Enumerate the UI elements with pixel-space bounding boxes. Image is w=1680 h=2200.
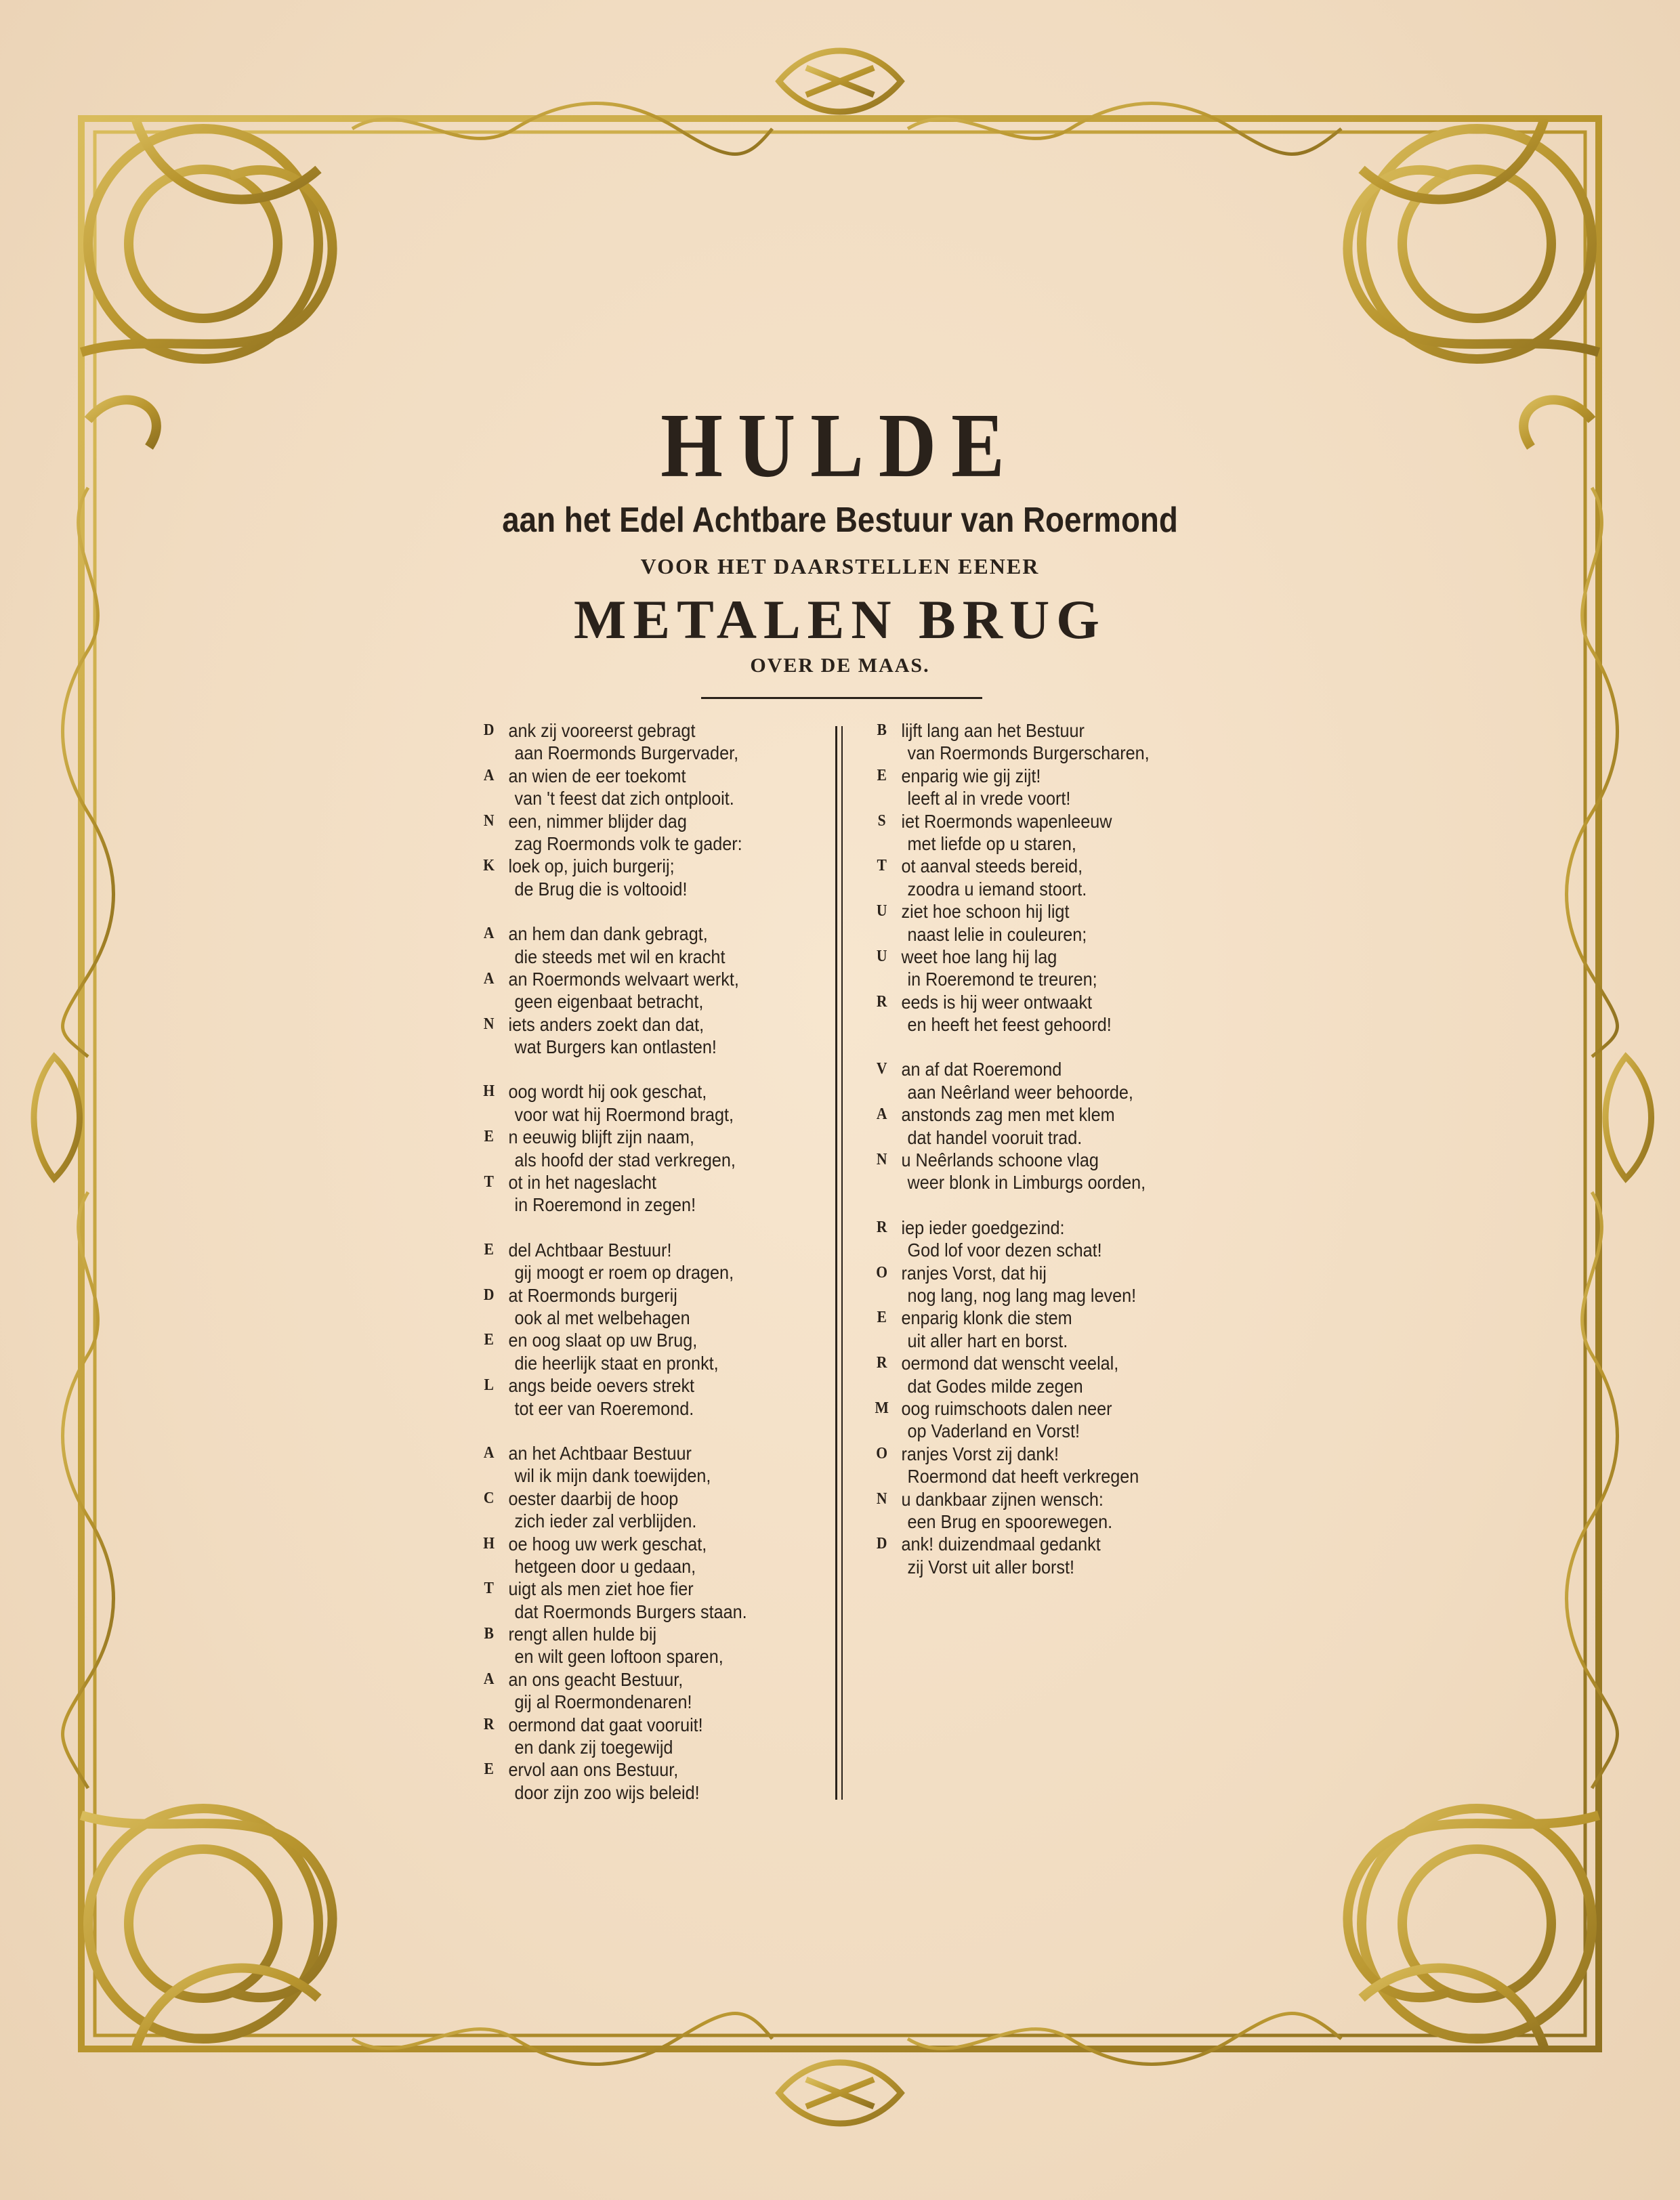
poem-line (481, 832, 798, 855)
acrostic-initial: E (484, 1240, 494, 1258)
poem-line-text: ot in het nageslacht (508, 1172, 657, 1193)
poem-line-text: tot eer van Roeremond. (514, 1397, 694, 1419)
poem-line-text: oog ruimschoots dalen neer (901, 1397, 1112, 1419)
poem-line-text: ook al met welbehagen (514, 1307, 690, 1328)
poem-line-text: en heeft het feest gehoord! (907, 1014, 1112, 1036)
poem-line (481, 1307, 798, 1329)
poem-line-text: oester daarbij de hoop (508, 1487, 679, 1509)
poem-line-text: wil ik mijn dank toewijden, (514, 1465, 711, 1487)
poem-line (874, 787, 1215, 809)
poem-line (481, 1510, 798, 1532)
acrostic-initial: U (876, 902, 887, 921)
poem-line-text: an het Achtbaar Bestuur (508, 1442, 692, 1464)
poem-line-text: aan Neêrland weer behoorde, (907, 1081, 1133, 1103)
poem-line-text: als hoofd der stad verkregen, (514, 1149, 736, 1170)
poem-line-text: enparig klonk die stem (901, 1307, 1072, 1329)
poem-line-text: weet hoe lang hij lag (901, 946, 1057, 967)
poem-line-text: die steeds met wil en kracht (514, 946, 726, 967)
poem-line-text: eeds is hij weer ontwaakt (901, 991, 1093, 1013)
poem-line-text: an ons geacht Bestuur, (508, 1668, 684, 1690)
poem-line (481, 878, 798, 900)
poem-line-text: uit aller hart en borst. (907, 1330, 1068, 1351)
poem-line-text: ervol aan ons Bestuur, (508, 1759, 679, 1781)
poem-line (481, 1464, 798, 1487)
poem-line-text: u dankbaar zijnen wensch: (901, 1488, 1104, 1510)
poem-line-text: dat Godes milde zegen (907, 1375, 1083, 1397)
acrostic-initial: N (876, 1489, 887, 1508)
poem-line-text: iep ieder goedgezind: (901, 1217, 1065, 1238)
poem-line-text: op Vaderland en Vorst! (907, 1420, 1080, 1442)
poem-line (874, 810, 1215, 832)
acrostic-initial: M (875, 1399, 889, 1417)
poem-line (481, 1080, 798, 1103)
poem-line (481, 1487, 798, 1510)
acrostic-initial: T (484, 1173, 494, 1191)
acrostic-initial: A (483, 766, 495, 784)
poem-line (874, 900, 1215, 923)
poem-line (481, 1352, 798, 1374)
poem-line (481, 1013, 798, 1036)
poem-line (874, 1443, 1215, 1465)
poem-line-text: die heerlijk staat en pronkt, (514, 1352, 719, 1374)
poem-line-text: enparig wie gij zijt! (901, 765, 1041, 786)
poem-line-text: voor wat hij Roermond bragt, (514, 1103, 734, 1125)
poem-line (481, 1668, 798, 1691)
poem-line-text: angs beide oevers strekt (508, 1375, 695, 1397)
poem-line-text: Roermond dat heeft verkregen (907, 1466, 1139, 1487)
acrostic-initial: H (483, 1534, 495, 1552)
poem-line (874, 1556, 1215, 1578)
poem-line (874, 1284, 1215, 1307)
acrostic-initial: R (483, 1715, 495, 1733)
poem-line (481, 968, 798, 990)
acrostic-initial: E (877, 1309, 887, 1327)
poem-line-text: ziet hoe schoon hij ligt (901, 901, 1070, 923)
poem-line (481, 1284, 798, 1307)
poem-line (874, 1217, 1215, 1239)
poem-line (481, 990, 798, 1013)
poem-line (874, 1510, 1215, 1533)
poem-line (481, 1103, 798, 1126)
poem-line-text: del Achtbaar Bestuur! (508, 1239, 672, 1261)
poem-line (874, 968, 1215, 990)
poem-line (481, 1601, 798, 1623)
poem-right-column (874, 719, 1253, 1578)
poem-line-text: hetgeen door u gedaan, (514, 1555, 696, 1577)
acrostic-initial: N (483, 811, 495, 830)
poem-line (874, 1103, 1215, 1126)
acrostic-initial: R (876, 1354, 887, 1372)
poem-line-text: van Roermonds Burgerscharen, (907, 742, 1150, 764)
acrostic-initial: R (876, 992, 887, 1011)
acrostic-initial: L (484, 1376, 494, 1395)
poem-line-text: naast lelie in couleuren; (907, 923, 1087, 945)
poem-line (481, 1171, 798, 1193)
poem-line (874, 719, 1215, 742)
poem-line-text: en oog slaat op uw Brug, (508, 1330, 698, 1351)
poem-line (874, 1420, 1215, 1442)
subtitle-river: OVER DE MAAS. (750, 654, 930, 677)
acrostic-initial: E (484, 1128, 494, 1146)
poem-line (481, 1036, 798, 1058)
poem-line (874, 1375, 1215, 1397)
poem-line-text: dat Roermonds Burgers staan. (514, 1601, 747, 1622)
acrostic-initial: V (876, 1060, 887, 1078)
poem-line-text: n eeuwig blijft zijn naam, (508, 1126, 695, 1148)
poem-line (874, 1013, 1215, 1036)
poem-line-text: zag Roermonds volk te gader: (514, 832, 742, 854)
poem-line-text: oermond dat gaat vooruit! (508, 1714, 703, 1735)
poem-line (481, 1397, 798, 1420)
poem-line (481, 810, 798, 832)
poem-line-text: een, nimmer blijder dag (508, 810, 687, 832)
poem-line-text: ranjes Vorst zij dank! (901, 1443, 1059, 1464)
poem-line-text: een Brug en spoorewegen. (907, 1510, 1113, 1532)
poem-line (481, 1555, 798, 1578)
column-divider-second (841, 726, 843, 1800)
acrostic-initial: E (484, 1760, 494, 1779)
poem-line (874, 1239, 1215, 1261)
poem-line (874, 1307, 1215, 1329)
poem-line-text: in Roeremond te treuren; (907, 969, 1097, 990)
poem-line-text: ank! duizendmaal gedankt (901, 1533, 1101, 1555)
poem-line-text: iet Roermonds wapenleeuw (901, 810, 1112, 832)
poem-line-text: an hem dan dank gebragt, (508, 923, 708, 945)
acrostic-initial: E (877, 766, 887, 784)
poem-line-text: an Roermonds welvaart werkt, (508, 968, 739, 990)
poem-line-text: door zijn zoo wijs beleid! (514, 1781, 700, 1803)
poem-line (481, 923, 798, 945)
poem-line (874, 832, 1215, 855)
poem-line (481, 1781, 798, 1804)
acrostic-initial: N (876, 1151, 887, 1169)
poem-line (874, 742, 1215, 764)
acrostic-initial: R (876, 1218, 887, 1236)
poem-line (481, 1420, 798, 1442)
acrostic-initial: K (483, 857, 495, 875)
poem-line (874, 1058, 1215, 1080)
poem-line-text: gij moogt er roem op dragen, (514, 1262, 734, 1284)
poem-line (481, 1329, 798, 1351)
poem-line (481, 1239, 798, 1261)
page-title: HULDE (660, 394, 1020, 496)
poem-line-text: van 't feest dat zich ontplooit. (514, 788, 734, 809)
poem-line (481, 1714, 798, 1736)
poem-line-text: geen eigenbaat betracht, (514, 991, 704, 1013)
poem-line (481, 1578, 798, 1600)
poem-line (481, 765, 798, 787)
poem-line (481, 1217, 798, 1239)
poem-line (481, 1645, 798, 1668)
title-divider (701, 697, 982, 699)
poem-line (874, 1171, 1215, 1193)
column-divider (835, 726, 837, 1800)
poem-line-text: gij al Roermondenaren! (514, 1691, 692, 1713)
poem-line-text: en wilt geen loftoon sparen, (514, 1646, 723, 1668)
poem-line-text: aan Roermonds Burgervader, (514, 742, 739, 764)
poem-line-text: ranjes Vorst, dat hij (901, 1262, 1047, 1284)
acrostic-initial: N (483, 1015, 495, 1033)
poem-line (874, 1330, 1215, 1352)
acrostic-initial: C (483, 1489, 495, 1507)
poem-line (481, 1691, 798, 1713)
poem-line (874, 1465, 1215, 1487)
poem-line-text: rengt allen hulde bij (508, 1624, 657, 1645)
poem-line (481, 1623, 798, 1645)
poem-line (874, 1081, 1215, 1103)
poem-line-text: an wien de eer toekomt (508, 765, 686, 786)
poem-line-text: anstonds zag men met klem (901, 1104, 1115, 1126)
poem-line (874, 1036, 1215, 1058)
poem-line (481, 855, 798, 877)
poem-line-text: en dank zij toegewijd (514, 1737, 673, 1758)
poem-line (481, 719, 798, 742)
acrostic-initial: T (877, 857, 887, 875)
headline-bridge: METALEN BRUG (574, 589, 1106, 650)
poem-line-text: zij Vorst uit aller borst! (907, 1556, 1074, 1578)
poem-line (481, 1736, 798, 1758)
poem-line (874, 991, 1215, 1013)
acrostic-initial: O (876, 1444, 888, 1462)
poem-line (874, 923, 1215, 946)
poem-line-text: zoodra u iemand stoort. (907, 878, 1087, 900)
poem-line-text: met liefde op u staren, (907, 832, 1076, 854)
acrostic-initial: A (483, 1670, 495, 1688)
poem-line (874, 1533, 1215, 1555)
poem-line (481, 1374, 798, 1397)
poem-line (874, 1194, 1215, 1217)
poem-line (874, 765, 1215, 787)
acrostic-initial: A (876, 1105, 887, 1124)
poem-line-text: leeft al in vrede voort! (907, 788, 1071, 809)
poem-line-text: zich ieder zal verblijden. (514, 1510, 697, 1532)
poem-line-text: lijft lang aan het Bestuur (901, 720, 1085, 741)
poem-line (481, 1533, 798, 1555)
acrostic-initial: E (484, 1331, 494, 1349)
poem-line (481, 1126, 798, 1148)
poem-line (874, 855, 1215, 877)
poem-line (874, 1126, 1215, 1149)
poem-line (874, 1149, 1215, 1171)
subtitle-small: VOOR HET DAARSTELLEN EENER (640, 554, 1040, 578)
poem-line-text: dat handel vooruit trad. (907, 1126, 1083, 1148)
poem-line (481, 1261, 798, 1284)
poem-line (874, 1352, 1215, 1374)
poem-line-text: weer blonk in Limburgs oorden, (907, 1172, 1146, 1193)
poem-line-text: wat Burgers kan ontlasten! (514, 1036, 717, 1058)
poem-line-text: u Neêrlands schoone vlag (901, 1149, 1099, 1171)
poem-line (481, 1442, 798, 1464)
poem-line-text: loek op, juich burgerij; (508, 855, 675, 877)
acrostic-initial: A (483, 925, 495, 943)
poem-line-text: de Brug die is voltooid! (514, 878, 688, 900)
poem-line-text: ank zij vooreerst gebragt (508, 720, 696, 741)
poem-line-text: ot aanval steeds bereid, (901, 855, 1083, 877)
acrostic-initial: O (876, 1263, 888, 1282)
subtitle: aan het Edel Achtbare Bestuur van Roermond (502, 501, 1178, 540)
poem-line (481, 1149, 798, 1171)
acrostic-initial: H (483, 1082, 495, 1101)
poem-line (874, 1488, 1215, 1510)
poem-line (874, 946, 1215, 968)
poem-line-text: uigt als men ziet hoe fier (508, 1578, 694, 1600)
acrostic-initial: A (483, 969, 495, 988)
acrostic-initial: U (876, 947, 887, 965)
acrostic-initial: T (484, 1580, 494, 1598)
poem-line-text: oog wordt hij ook geschat, (508, 1081, 707, 1103)
poem-left-column (481, 719, 833, 1804)
poem-line-text: oe hoog uw werk geschat, (508, 1533, 707, 1554)
poem-line (481, 1758, 798, 1781)
poem-line-text: nog lang, nog lang mag leven! (907, 1284, 1137, 1306)
poem-line (874, 878, 1215, 900)
acrostic-initial: D (483, 1286, 495, 1304)
poem-line (874, 1397, 1215, 1420)
acrostic-initial: S (877, 811, 886, 830)
poem-line-text: an af dat Roeremond (901, 1059, 1062, 1080)
poem-line-text: at Roermonds burgerij (508, 1284, 677, 1306)
poem-line-text: oermond dat wenscht veelal, (901, 1353, 1119, 1374)
acrostic-initial: B (484, 1625, 494, 1643)
poem-line (874, 1262, 1215, 1284)
poem-line (481, 1058, 798, 1080)
poem-line (481, 1193, 798, 1216)
acrostic-initial: B (877, 721, 887, 739)
poem-line (481, 742, 798, 764)
acrostic-initial: D (876, 1535, 887, 1553)
poem-line (481, 787, 798, 809)
poem-line (481, 900, 798, 923)
poem-line-text: in Roeremond in zegen! (514, 1194, 696, 1216)
poem-line-text: God lof voor dezen schat! (907, 1240, 1102, 1261)
poem-line-text: iets anders zoekt dan dat, (508, 1013, 705, 1035)
poem-line (481, 946, 798, 968)
acrostic-initial: D (483, 721, 495, 739)
acrostic-initial: A (483, 1443, 495, 1462)
